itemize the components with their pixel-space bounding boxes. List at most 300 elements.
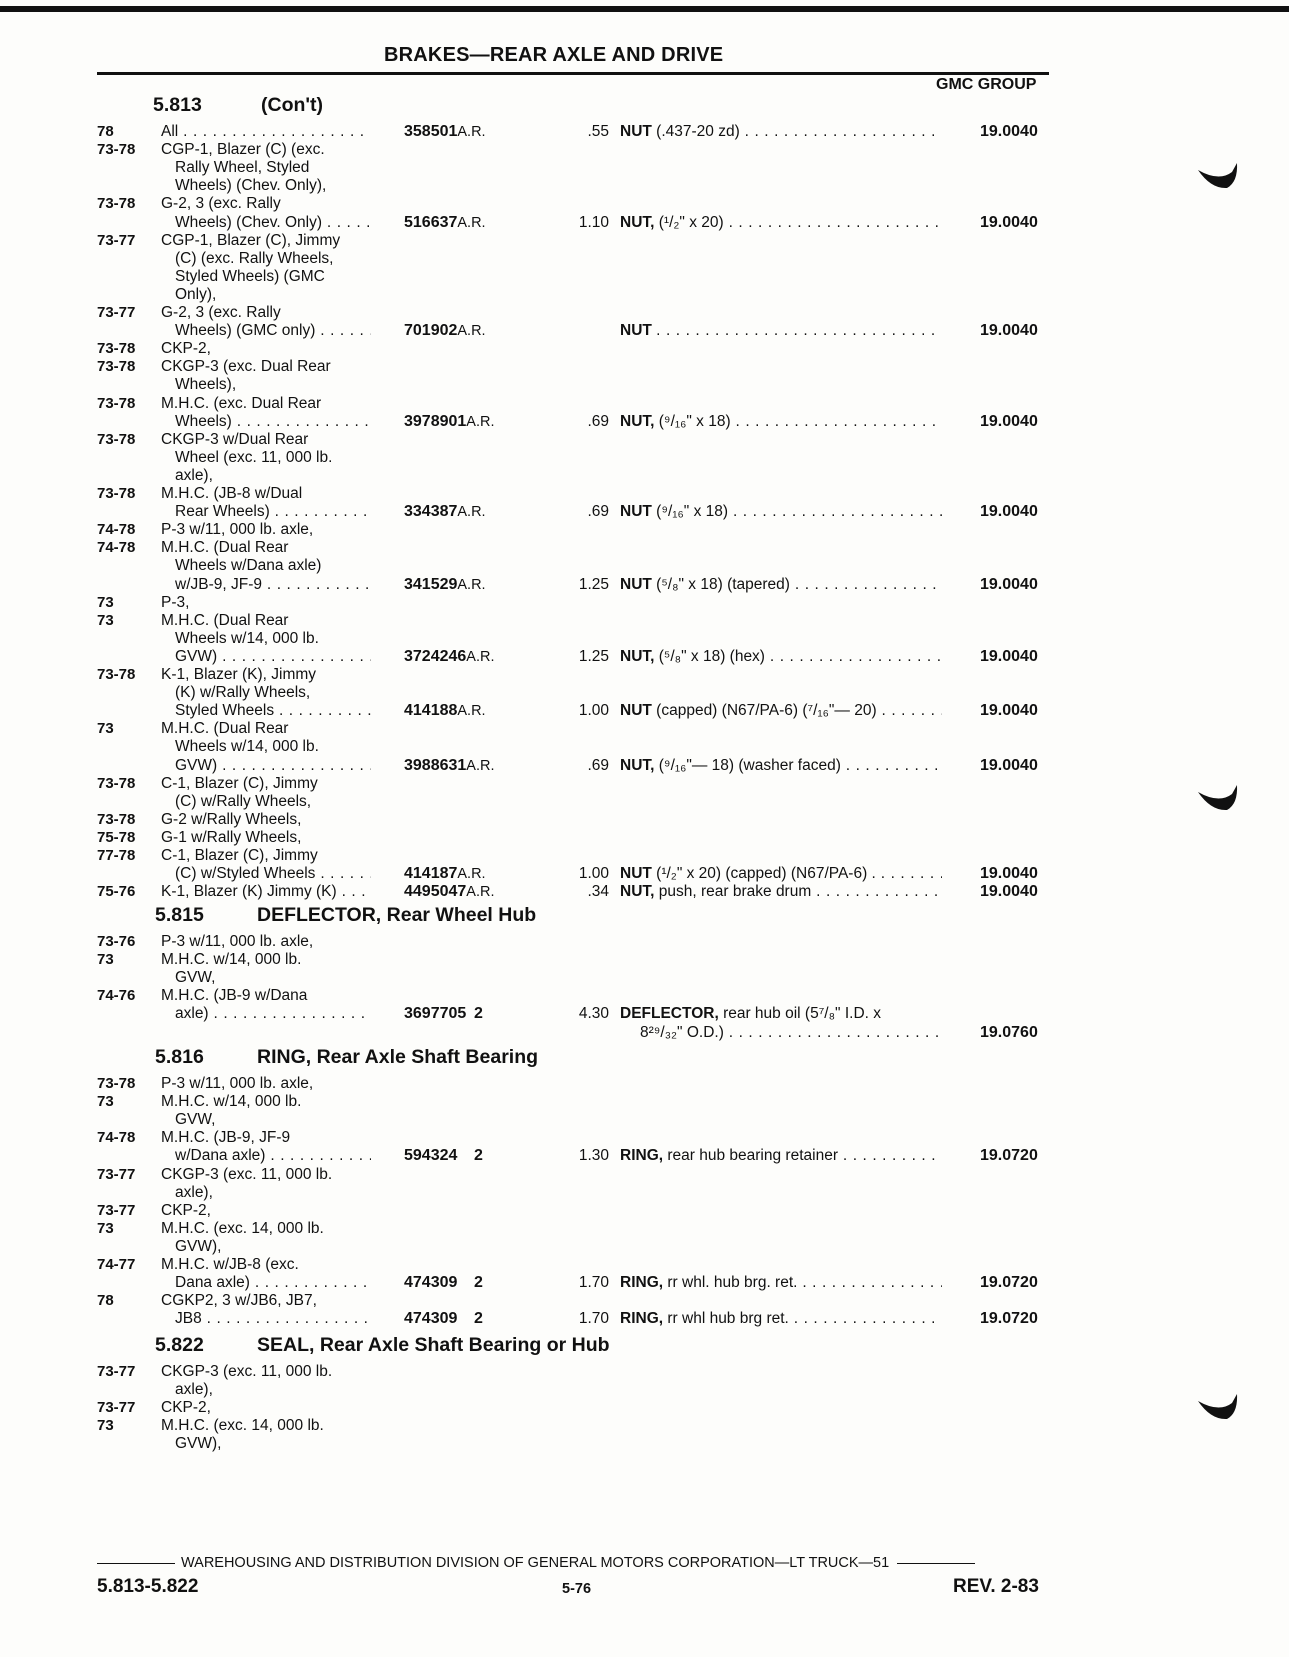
part-number-cell [404, 756, 495, 776]
application-text: Wheels w/14, 000 lb. [175, 629, 319, 647]
description-noun: RING, [620, 1147, 664, 1165]
group-code: 19.0040 [980, 883, 1038, 901]
section-title: SEAL, Rear Axle Shaft Bearing or Hub [257, 1334, 610, 1356]
table-row [0, 611, 1289, 630]
punch-notch [1197, 784, 1239, 812]
part-number: 341529 [404, 575, 458, 593]
application-text: axle), [175, 1381, 213, 1399]
description [620, 1273, 942, 1292]
application-text: CGP-1, Blazer (C) (exc. [161, 141, 325, 159]
application-text: axle), [175, 466, 213, 484]
table-row [0, 158, 1289, 177]
table-row [0, 792, 1289, 811]
table-row [0, 466, 1289, 485]
application-text: CGKP2, 3 w/JB6, JB7, [161, 1292, 317, 1310]
application-text: G-2 w/Rally Wheels, [161, 810, 302, 828]
model-year: 73-78 [97, 430, 136, 448]
table-row [0, 375, 1289, 394]
part-number-cell [404, 502, 486, 522]
model-year: 74-76 [97, 987, 136, 1005]
table-row [0, 719, 1289, 738]
application-text: axle), [175, 1183, 213, 1201]
application-text: All . . . [161, 122, 371, 141]
description-noun: NUT, [620, 213, 655, 231]
model-year: 73 [97, 1219, 114, 1237]
section-title: RING, Rear Axle Shaft Bearing [257, 1046, 539, 1068]
description-noun: NUT [620, 322, 652, 340]
table-row [0, 1309, 1289, 1328]
part-number-cell [404, 321, 486, 341]
application-text: M.H.C. w/14, 000 lb. [161, 1093, 302, 1111]
application-text: K-1, Blazer (K), Jimmy [161, 666, 317, 683]
model-year: 75-78 [97, 828, 136, 846]
application-text: GVW, [175, 1111, 216, 1129]
model-year: 73-78 [97, 340, 136, 358]
description-text: (¹/₂" x 20) [658, 213, 724, 231]
footer-division-text: WAREHOUSING AND DISTRIBUTION DIVISION OF GENERAL MOTORS CORPORATION—LT TRUCK—51 [181, 1555, 890, 1571]
model-year: 74-78 [97, 539, 136, 557]
section-number: 5.813 [153, 94, 202, 116]
application-text: (C) w/Styled Wheels . . . [175, 864, 371, 883]
model-year: 73-78 [97, 485, 136, 502]
table-row [0, 629, 1289, 648]
table-row [0, 665, 1289, 684]
description [620, 701, 942, 720]
table-row [0, 357, 1289, 376]
table-row [0, 1219, 1289, 1238]
quantity: A.R. [457, 323, 486, 340]
application-text: K-1, Blazer (K) Jimmy (K) . . . [161, 882, 371, 901]
description [620, 756, 942, 775]
table-row [0, 882, 1289, 901]
quantity: A.R. [457, 504, 486, 521]
quantity: A.R. [466, 648, 495, 665]
description-noun: RING, [620, 1310, 664, 1328]
application-text: GVW), [175, 1435, 222, 1453]
group-label: GMC GROUP [936, 76, 1037, 93]
table-row [0, 448, 1289, 467]
application-text: CKGP-3 (exc. 11, 000 lb. [161, 1363, 333, 1380]
application-text: M.H.C. w/14, 000 lb. [161, 951, 302, 969]
application-text: M.H.C. (exc. 14, 000 lb. [161, 1219, 324, 1237]
description-noun: NUT, [620, 412, 655, 430]
model-year: 78 [97, 1292, 114, 1310]
application-text: (K) w/Rally Wheels, [175, 684, 311, 702]
table-row [0, 1416, 1289, 1435]
footer-page-number: 5-76 [562, 1581, 592, 1597]
application-text: w/Dana axle) . . . [175, 1146, 371, 1165]
table-row [0, 932, 1289, 951]
part-number-cell [404, 701, 486, 721]
footer-division [97, 1554, 975, 1572]
group-code: 19.0040 [980, 702, 1038, 720]
application-text: (C) w/Rally Wheels, [175, 792, 312, 810]
table-row [0, 394, 1289, 413]
model-year: 77-78 [97, 847, 136, 864]
description [620, 882, 942, 901]
top-rule [0, 6, 1289, 12]
model-year: 73-77 [97, 1201, 136, 1219]
price: 1.25 [578, 575, 609, 593]
model-year: 73 [97, 611, 114, 629]
application-text: M.H.C. (Dual Rear [161, 611, 289, 629]
model-year: 73-77 [97, 304, 136, 321]
description [620, 502, 942, 521]
application-text: G-2, 3 (exc. Rally [161, 195, 281, 213]
table-row [0, 950, 1289, 969]
application-text: M.H.C. (exc. 14, 000 lb. [161, 1417, 324, 1435]
table-row [0, 213, 1289, 232]
table-row [0, 701, 1289, 720]
description-noun: NUT [620, 123, 652, 140]
group-code: 19.0760 [980, 1023, 1038, 1041]
description-text: (¹/₂" x 20) (capped) (N67/PA-6) . [656, 865, 876, 883]
application-text: Only), [175, 285, 217, 303]
part-number-cell [404, 1273, 483, 1292]
price: .69 [587, 756, 609, 774]
footer-revision: REV. 2-83 [953, 1576, 1039, 1597]
table-row [0, 968, 1289, 987]
description [620, 1004, 942, 1023]
section-heading [155, 903, 855, 927]
quantity: A.R. [457, 214, 486, 231]
table-row [0, 647, 1289, 666]
description [620, 647, 942, 666]
description [620, 412, 942, 431]
quantity: A.R. [457, 703, 486, 720]
table-row [0, 303, 1289, 322]
application-text: CKP-2, [161, 1399, 211, 1417]
group-code: 19.0040 [980, 756, 1038, 774]
part-number: 3697705 [404, 1005, 467, 1023]
group-code: 19.0040 [980, 213, 1038, 231]
price: 1.30 [578, 1147, 609, 1165]
application-text: CKGP-3 (exc. Dual Rear [161, 358, 331, 376]
table-row [0, 1165, 1289, 1184]
part-number: 414188 [404, 702, 458, 720]
table-row [0, 864, 1289, 883]
part-number: 4495047 [404, 883, 467, 901]
application-text: Wheels w/14, 000 lb. [175, 738, 319, 756]
model-year: 73-78 [97, 774, 136, 792]
application-text: GVW, [175, 969, 216, 987]
description-text: rear hub bearing retainer [667, 1147, 838, 1165]
part-number-cell [404, 647, 495, 667]
table-row [0, 1110, 1289, 1129]
table-row [0, 1398, 1289, 1417]
part-number-cell [404, 1004, 483, 1023]
table-row [0, 1273, 1289, 1292]
description-text: rear hub oil (5⁷/₈" I.D. x [723, 1005, 882, 1023]
application-text: w/JB-9, JF-9 . . . [175, 575, 371, 594]
table-row [0, 1380, 1289, 1399]
model-year: 73-78 [97, 1075, 136, 1092]
group-code: 19.0720 [980, 1310, 1038, 1328]
table-row [0, 1201, 1289, 1220]
model-year: 73-77 [97, 1399, 136, 1417]
part-number: 358501 [404, 123, 458, 140]
table-row [0, 321, 1289, 340]
table-row [0, 986, 1289, 1005]
application-text: Wheels) . . . [175, 412, 371, 431]
part-number: 3724246 [404, 647, 467, 665]
table-row [0, 339, 1289, 358]
model-year: 73-77 [97, 1165, 136, 1183]
part-number-cell [404, 1309, 483, 1328]
part-number: 3988631 [404, 756, 467, 774]
part-number: 474309 [404, 1274, 458, 1292]
application-text: G-2, 3 (exc. Rally [161, 304, 281, 321]
description-text: (⁹/₁₆" x 18) [656, 503, 729, 521]
model-year: 73-77 [97, 1363, 136, 1380]
application-text: P-3 w/11, 000 lb. axle, [161, 521, 314, 539]
description-text: (⁹/₁₆" x 18) [658, 412, 731, 430]
group-code: 19.0040 [980, 123, 1038, 140]
footer-range: 5.813-5.822 [97, 1576, 199, 1597]
part-number-cell [404, 575, 486, 595]
part-number: 3978901 [404, 412, 467, 430]
model-year: 73 [97, 1093, 114, 1111]
model-year: 74-77 [97, 1256, 136, 1273]
application-text: M.H.C. (JB-9 w/Dana [161, 987, 308, 1005]
model-year: 73 [97, 720, 114, 738]
table-row [0, 1434, 1289, 1453]
price: .69 [587, 503, 609, 521]
price: 1.00 [578, 865, 609, 883]
application-text: GVW), [175, 1237, 222, 1255]
table-row [0, 122, 1289, 141]
group-code: 19.0040 [980, 575, 1038, 593]
table-row [0, 484, 1289, 503]
application-text: C-1, Blazer (C), Jimmy [161, 847, 318, 864]
application-text: GVW) . . . [175, 647, 371, 666]
table-row [0, 846, 1289, 865]
table-row [0, 412, 1289, 431]
group-code: 19.0720 [980, 1147, 1038, 1165]
description [620, 122, 942, 141]
quantity: 2 [474, 1005, 483, 1023]
application-text: Styled Wheels . . . [175, 701, 371, 720]
model-year: 73-78 [97, 358, 136, 376]
part-number: 334387 [404, 503, 458, 521]
table-row [0, 1074, 1289, 1093]
quantity: A.R. [457, 576, 486, 593]
table-row [0, 285, 1289, 304]
quantity: A.R. [457, 866, 486, 883]
quantity: A.R. [457, 124, 486, 140]
group-code: 19.0040 [980, 412, 1038, 430]
quantity: 2 [474, 1147, 483, 1165]
quantity: 2 [474, 1310, 483, 1328]
section-heading [155, 1045, 855, 1069]
part-number: 516637 [404, 213, 458, 231]
footer-rule-right [897, 1563, 975, 1564]
quantity: 2 [474, 1274, 483, 1292]
description-noun: NUT [620, 503, 652, 521]
part-number-cell [404, 213, 486, 233]
table-row [0, 1128, 1289, 1147]
model-year: 73-78 [97, 394, 136, 412]
model-year: 73-78 [97, 666, 136, 683]
description [620, 1309, 942, 1328]
section-number: 5.815 [155, 904, 204, 926]
application-text: M.H.C. (JB-8 w/Dual [161, 485, 303, 502]
table-row [0, 430, 1289, 449]
model-year: 73-76 [97, 933, 136, 950]
application-text: M.H.C. (exc. Dual Rear [161, 394, 322, 412]
section-heading [155, 1333, 855, 1357]
quantity: A.R. [466, 884, 495, 901]
table-row [0, 1092, 1289, 1111]
application-text: Rally Wheel, Styled [175, 159, 310, 177]
table-row [0, 683, 1289, 702]
model-year: 73-78 [97, 195, 136, 213]
application-text: axle) . . . [175, 1004, 371, 1023]
description-noun: NUT [620, 702, 652, 720]
section-title: DEFLECTOR, Rear Wheel Hub [257, 904, 537, 926]
application-text: M.H.C. (Dual Rear [161, 720, 289, 738]
part-number-cell [404, 122, 486, 142]
group-code: 19.0720 [980, 1274, 1038, 1292]
application-text: GVW) . . . [175, 756, 371, 775]
application-text: JB8 . . . [175, 1309, 371, 1328]
price: .34 [587, 883, 609, 901]
description-text: rr whl. hub brg. ret. [667, 1274, 798, 1292]
table-row [0, 1004, 1289, 1023]
model-year: 73-78 [97, 141, 136, 159]
application-text: P-3 w/11, 000 lb. axle, [161, 933, 314, 950]
table-row [0, 593, 1289, 612]
description-text: (.437-20 zd) [656, 123, 740, 140]
table-row [0, 1291, 1289, 1310]
group-code: 19.0040 [980, 322, 1038, 340]
group-code: 19.0040 [980, 647, 1038, 665]
part-number: 474309 [404, 1310, 458, 1328]
table-row [0, 756, 1289, 775]
price: 4.30 [578, 1005, 609, 1023]
description [620, 213, 942, 232]
description-noun: NUT [620, 865, 652, 883]
part-number-cell [404, 412, 495, 432]
application-text: M.H.C. (JB-9, JF-9 [161, 1129, 291, 1147]
description-text: (⁵/₈" x 18) (tapered) [656, 575, 790, 593]
application-text: Wheels) (Chev. Only), [175, 177, 327, 195]
price: 1.10 [578, 213, 609, 231]
punch-notch [1197, 162, 1239, 190]
table-row [0, 737, 1289, 756]
model-year: 74-78 [97, 521, 136, 539]
price: 1.25 [578, 647, 609, 665]
description-text: (capped) (N67/PA-6) (⁷/₁₆"— 20) [656, 702, 877, 720]
description-noun: NUT, [620, 883, 655, 901]
model-year: 73-78 [97, 810, 136, 828]
section-title: (Con't) [261, 94, 324, 116]
table-row [0, 556, 1289, 575]
quantity: A.R. [466, 757, 495, 774]
application-text: CKGP-3 w/Dual Rear [161, 430, 309, 448]
model-year: 75-76 [97, 883, 136, 901]
application-text: Dana axle) . . . [175, 1273, 371, 1292]
group-code: 19.0040 [980, 865, 1038, 883]
application-text: Styled Wheels) (GMC [175, 267, 325, 285]
price: 1.00 [578, 702, 609, 720]
table-row [0, 267, 1289, 286]
group-code: 19.0040 [980, 503, 1038, 521]
application-text: P-3, [161, 593, 190, 611]
part-number-cell [404, 882, 495, 902]
table-row [0, 1146, 1289, 1165]
table-row [0, 810, 1289, 829]
section-heading [153, 93, 853, 117]
description [620, 575, 942, 594]
description-text: (⁹/₁₆"— 18) (washer faced) [658, 756, 841, 774]
table-row [0, 176, 1289, 195]
price: 1.70 [578, 1310, 609, 1328]
model-year: 73 [97, 593, 114, 611]
title-rule [97, 72, 1049, 75]
section-number: 5.822 [155, 1334, 204, 1356]
model-year: 73 [97, 1417, 114, 1435]
description-noun: DEFLECTOR, [620, 1005, 719, 1023]
description-text-continued: 8²⁹/₃₂" O.D.) . . . [640, 1023, 942, 1042]
description [620, 864, 942, 883]
punch-notch [1197, 1393, 1239, 1421]
table-row [0, 575, 1289, 594]
model-year: 78 [97, 123, 114, 140]
model-year: 74-78 [97, 1129, 136, 1147]
part-number: 594324 [404, 1147, 458, 1165]
table-row [0, 1023, 1289, 1042]
footer-rule-left [97, 1563, 175, 1564]
description [620, 321, 942, 340]
application-text: Wheels) (GMC only) . . . [175, 321, 371, 340]
application-text: P-3 w/11, 000 lb. axle, [161, 1075, 314, 1092]
description-noun: NUT [620, 575, 652, 593]
table-row [0, 1362, 1289, 1381]
application-text: Wheels w/Dana axle) [175, 557, 322, 575]
table-row [0, 538, 1289, 557]
section-number: 5.816 [155, 1046, 204, 1068]
price: 1.70 [578, 1274, 609, 1292]
application-text: CKGP-3 (exc. 11, 000 lb. [161, 1165, 333, 1183]
description-noun: RING, [620, 1274, 664, 1292]
application-text: Wheels), [175, 376, 237, 394]
description-noun: NUT, [620, 756, 655, 774]
application-text: G-1 w/Rally Wheels, [161, 828, 302, 846]
application-text: Wheels) (Chev. Only) . . . [175, 213, 371, 232]
description-text: rr whl hub brg ret. [667, 1310, 789, 1328]
price: .69 [587, 412, 609, 430]
application-text: C-1, Blazer (C), Jimmy [161, 774, 318, 792]
application-text: CGP-1, Blazer (C), Jimmy [161, 231, 341, 249]
part-number: 414187 [404, 865, 458, 883]
description-noun: NUT, [620, 647, 655, 665]
part-number: 701902 [404, 322, 458, 340]
page-title: BRAKES—REAR AXLE AND DRIVE [384, 44, 724, 66]
table-row [0, 828, 1289, 847]
table-row [0, 231, 1289, 250]
table-row [0, 774, 1289, 793]
part-number-cell [404, 1146, 483, 1165]
quantity: A.R. [466, 413, 495, 430]
description [620, 1146, 942, 1165]
table-row [0, 194, 1289, 213]
price: .55 [587, 123, 609, 140]
application-text: M.H.C. w/JB-8 (exc. [161, 1256, 299, 1273]
part-number-cell [404, 864, 486, 884]
table-row [0, 140, 1289, 159]
table-row [0, 1255, 1289, 1274]
